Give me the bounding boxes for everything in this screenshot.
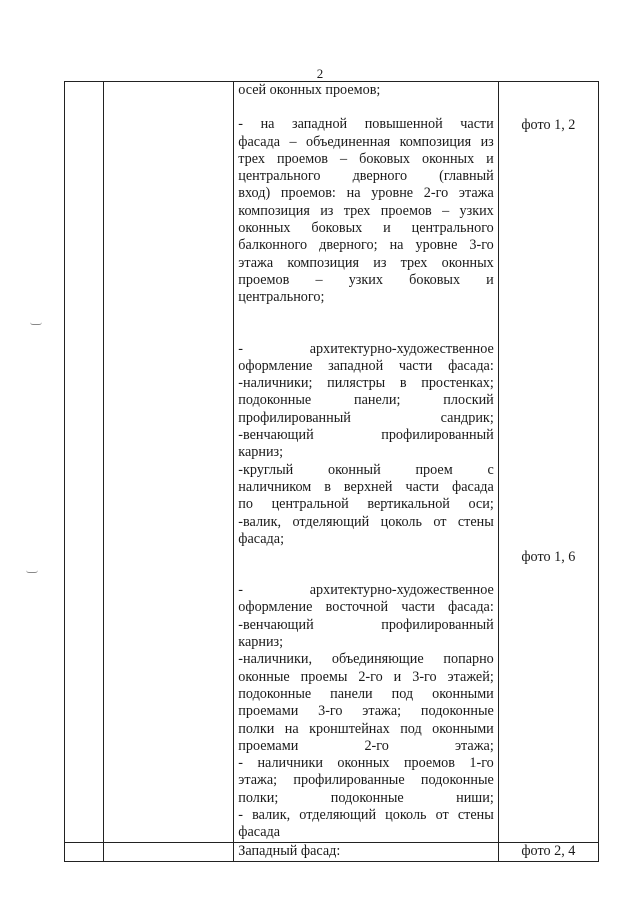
paragraph-gap — [238, 99, 493, 116]
scan-mark — [26, 570, 38, 573]
text-line: полки; подоконные ниши; — [238, 789, 494, 806]
text-line: оформление западной части фасада: — [238, 357, 494, 374]
table-cell-object — [104, 82, 234, 843]
text-line: - архитектурно-художественное — [238, 340, 494, 357]
text-line: балконного дверного; на уровне 3-го — [238, 237, 494, 254]
text-line: подоконные панели под оконными — [238, 685, 494, 702]
text-line: -круглый оконный проем с — [238, 461, 494, 478]
text-line: фасада; — [238, 530, 285, 547]
paragraph-gap — [238, 307, 493, 341]
description-paragraph — [238, 82, 493, 99]
table-row — [65, 82, 599, 843]
table-cell-object — [104, 842, 234, 861]
text-line: фасада — [238, 824, 281, 841]
table-cell-description — [234, 842, 498, 861]
text-line: по центральной вертикальной оси; — [238, 496, 494, 513]
text-line: профилированный сандрик; — [238, 409, 494, 426]
photo-references — [499, 82, 598, 842]
text-line: проемов – узких боковых и — [238, 271, 494, 288]
table-cell-number — [65, 82, 104, 843]
photo-reference: фото 2, 4 — [521, 842, 576, 859]
text-line: наличником в верхней части фасада — [238, 478, 494, 495]
text-line: проемами 3-го этажа; подоконные — [238, 703, 494, 720]
text-line: -валик, отделяющий цоколь от стены — [238, 513, 494, 530]
description-paragraph — [238, 116, 493, 306]
text-line: - наличники оконных проемов 1-го — [238, 755, 494, 772]
table-row — [65, 842, 599, 861]
description-paragraph — [238, 341, 493, 549]
text-line: центрального дверного (главный — [238, 168, 494, 185]
text-line: композиция из трех проемов – узких — [238, 202, 494, 219]
photo-reference: фото 1, 2 — [521, 117, 576, 133]
text-line: -венчающий профилированный — [238, 427, 494, 444]
scan-mark — [30, 322, 42, 325]
paragraph-gap — [238, 548, 493, 582]
text-line: карниз; — [238, 634, 284, 651]
text-line: полки на кронштейнах под оконными — [238, 720, 494, 737]
text-line: оконных боковых и центрального — [238, 220, 494, 237]
photo-reference: фото 1, 6 — [521, 549, 576, 565]
text-line: -наличники; пилястры в простенках; — [238, 375, 494, 392]
text-line: вход) проемов: на уровне 2-го этажа — [238, 185, 494, 202]
page-number: 2 — [316, 66, 324, 81]
text-line: - на западной повышенной части — [238, 116, 494, 133]
text-line: трех проемов – боковых оконных и — [238, 150, 494, 167]
text-line: подоконные панели; плоский — [238, 392, 494, 409]
text-line: фасада – объединенная композиция из — [238, 133, 494, 150]
text-line: осей оконных проемов; — [238, 82, 381, 98]
text-line: -венчающий профилированный — [238, 616, 494, 633]
text-line: этажа композиция из трех оконных — [238, 254, 494, 271]
description-paragraph — [238, 582, 493, 841]
text-line: этажа; профилированные подоконные — [238, 772, 494, 789]
table-cell-references — [498, 842, 598, 861]
text-line: центрального; — [238, 289, 325, 306]
monument-features-table — [64, 81, 599, 862]
text-line: оконные проемы 2-го и 3-го этажей; — [238, 668, 494, 685]
text-line: проемами 2-го этажа; — [238, 737, 494, 754]
table-cell-description — [234, 82, 498, 843]
text-line: -наличники, объединяющие попарно — [238, 651, 494, 668]
text-line: оформление восточной части фасада: — [238, 599, 494, 616]
text-line: - валик, отделяющий цоколь от стены — [238, 806, 494, 823]
section-heading: Западный фасад: — [238, 842, 341, 859]
table-cell-references — [498, 82, 598, 843]
table-cell-number — [65, 842, 104, 861]
text-line: карниз; — [238, 444, 284, 461]
description-text — [238, 82, 493, 842]
text-line: - архитектурно-художественное — [238, 582, 494, 599]
